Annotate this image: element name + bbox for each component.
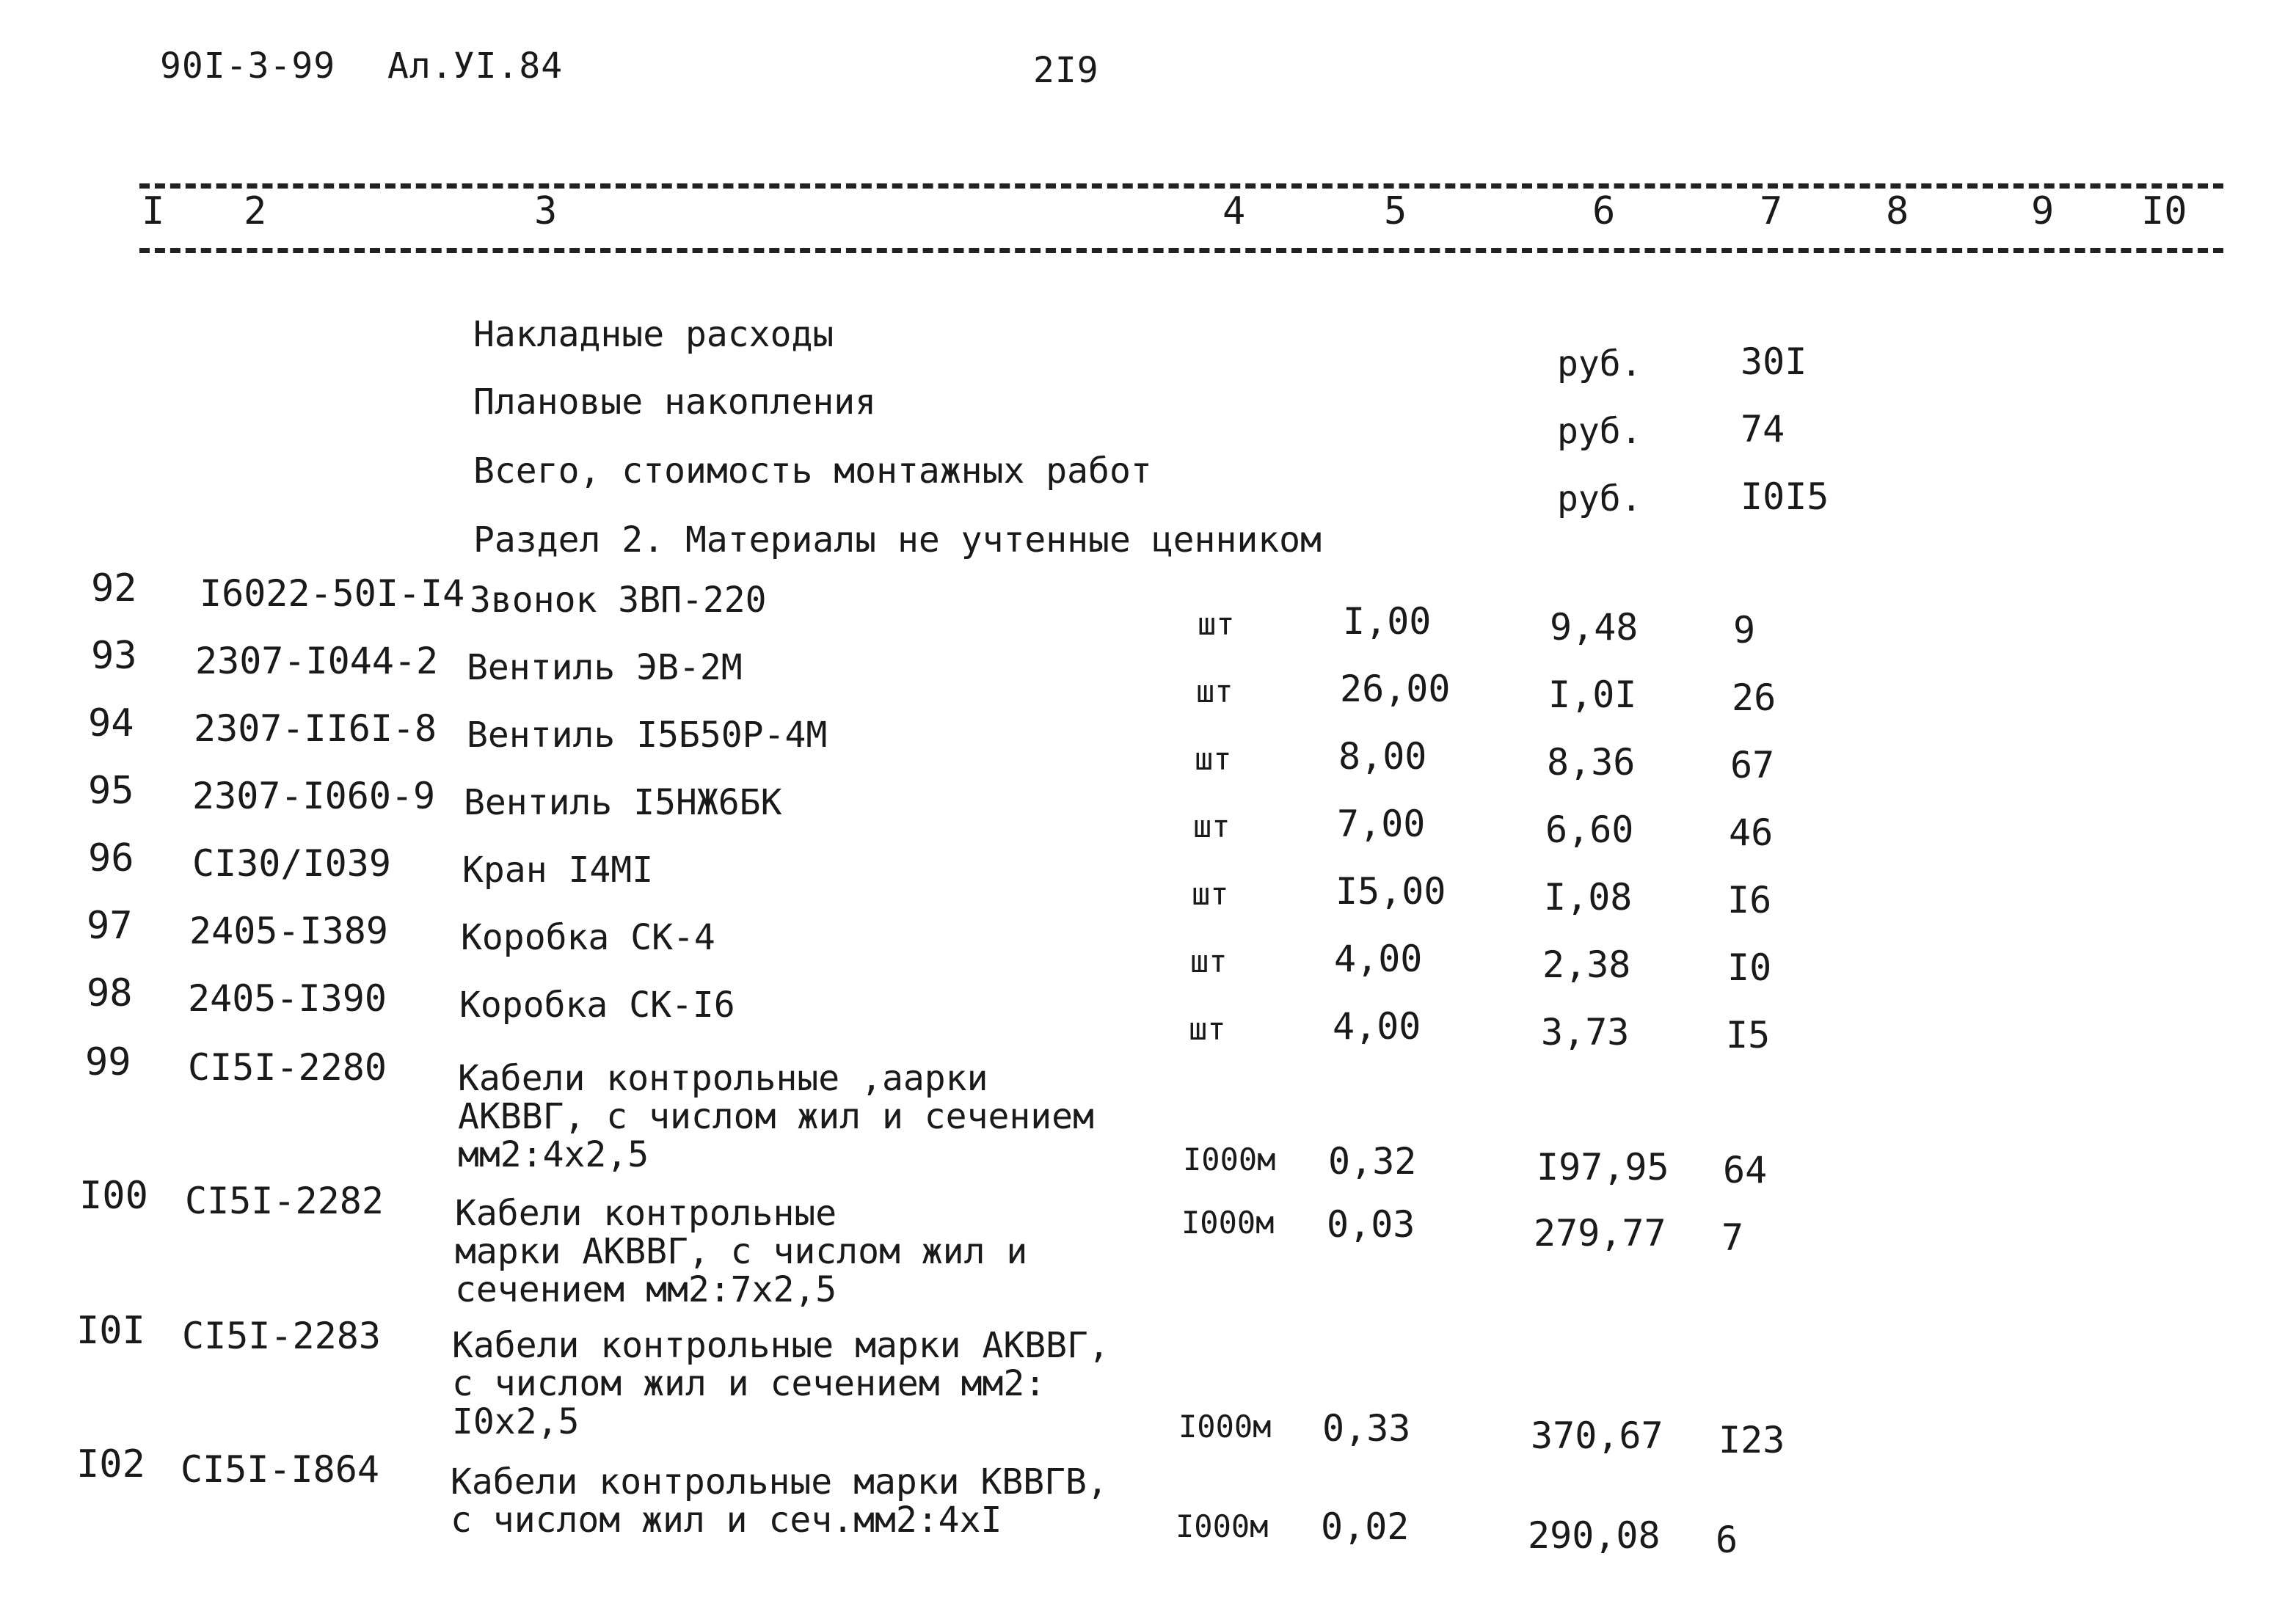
row-unit: I000м bbox=[1176, 1508, 1269, 1544]
row-quantity: 0,02 bbox=[1321, 1505, 1410, 1548]
row-description: Коробка СК-I6 bbox=[459, 985, 735, 1026]
section-title: Раздел 2. Материалы не учтенные ценником bbox=[473, 519, 1322, 560]
row-description: Вентиль I5НЖ6БК bbox=[464, 782, 782, 823]
row-total: I5 bbox=[1726, 1014, 1771, 1056]
column-number-8: 8 bbox=[1886, 189, 1909, 233]
row-description: Вентиль ЭВ-2М bbox=[467, 647, 743, 688]
row-description: Кабели контрольные марки АКВВГ, с числом жил и сечением мм2:7х2,5 bbox=[455, 1193, 1028, 1310]
row-code: СI5I-2280 bbox=[188, 1046, 387, 1089]
row-number: I00 bbox=[79, 1174, 148, 1218]
table-header-rule bbox=[139, 248, 2223, 253]
row-number: 98 bbox=[87, 971, 133, 1015]
row-total: 9 bbox=[1733, 609, 1756, 651]
row-unit: шт bbox=[1195, 741, 1232, 777]
row-unit: I000м bbox=[1181, 1205, 1275, 1241]
row-unit-price: I,08 bbox=[1544, 876, 1633, 919]
row-code: 2405-I389 bbox=[189, 910, 388, 952]
row-unit: I000м bbox=[1178, 1409, 1272, 1445]
row-total: 7 bbox=[1721, 1216, 1744, 1259]
row-unit-price: 370,67 bbox=[1531, 1414, 1663, 1457]
row-total: 67 bbox=[1730, 744, 1775, 786]
column-number-3: 3 bbox=[534, 189, 558, 233]
total-installation-label: Всего, стоимость монтажных работ bbox=[473, 450, 1152, 492]
row-number: 95 bbox=[88, 769, 134, 813]
row-quantity: I,00 bbox=[1343, 600, 1432, 643]
column-number-6: 6 bbox=[1592, 189, 1616, 233]
row-unit: шт bbox=[1192, 876, 1229, 912]
row-unit-price: 290,08 bbox=[1528, 1514, 1661, 1557]
row-quantity: 7,00 bbox=[1337, 803, 1426, 845]
row-quantity: 0,33 bbox=[1322, 1407, 1411, 1450]
row-unit: шт bbox=[1198, 606, 1235, 642]
row-number: 99 bbox=[85, 1040, 131, 1084]
row-quantity: I5,00 bbox=[1335, 870, 1446, 913]
row-unit-price: I,0I bbox=[1548, 673, 1637, 716]
row-quantity: 0,03 bbox=[1327, 1203, 1415, 1246]
row-code: 2307-II6I-8 bbox=[194, 707, 437, 750]
row-unit-price: 9,48 bbox=[1550, 606, 1639, 649]
row-description: Кран I4МI bbox=[462, 850, 654, 891]
row-code: СI5I-2283 bbox=[182, 1315, 381, 1357]
row-quantity: 0,32 bbox=[1328, 1140, 1417, 1183]
row-number: I02 bbox=[76, 1442, 145, 1486]
total-installation-unit: руб. bbox=[1557, 478, 1642, 519]
row-description: Кабели контрольные ,аарки АКВВГ, с числом жил и сечением мм2:4х2,5 bbox=[458, 1058, 1094, 1175]
row-unit: I000м bbox=[1183, 1142, 1276, 1177]
row-total: I23 bbox=[1719, 1419, 1785, 1461]
row-code: СI5I-2282 bbox=[185, 1180, 384, 1222]
row-total: 26 bbox=[1732, 676, 1776, 719]
column-number-10: I0 bbox=[2141, 189, 2187, 233]
row-unit-price: 8,36 bbox=[1547, 741, 1636, 784]
row-unit: шт bbox=[1196, 673, 1233, 709]
row-number: I0I bbox=[76, 1309, 145, 1353]
row-code: СI30/I039 bbox=[192, 842, 391, 885]
row-code: 2307-I044-2 bbox=[195, 640, 439, 682]
row-unit: шт bbox=[1189, 1011, 1226, 1047]
row-number: 93 bbox=[91, 634, 137, 678]
row-total: 64 bbox=[1723, 1149, 1768, 1191]
row-description: Звонок ЗВП-220 bbox=[470, 580, 767, 621]
row-number: 97 bbox=[87, 904, 133, 948]
row-unit: шт bbox=[1190, 943, 1228, 979]
row-number: 92 bbox=[91, 566, 137, 610]
column-number-4: 4 bbox=[1222, 189, 1246, 233]
row-unit: шт bbox=[1193, 808, 1231, 844]
row-code: I6022-50I-I4 bbox=[200, 572, 465, 615]
column-number-9: 9 bbox=[2031, 189, 2055, 233]
row-code: СI5I-I864 bbox=[181, 1448, 379, 1491]
row-quantity: 26,00 bbox=[1340, 668, 1451, 710]
row-unit-price: I97,95 bbox=[1537, 1146, 1669, 1188]
row-number: 94 bbox=[88, 701, 134, 745]
column-number-5: 5 bbox=[1384, 189, 1407, 233]
row-total: I6 bbox=[1727, 879, 1772, 921]
row-unit-price: 3,73 bbox=[1541, 1011, 1630, 1054]
row-total: 6 bbox=[1716, 1519, 1738, 1561]
row-unit-price: 279,77 bbox=[1534, 1212, 1666, 1255]
row-unit-price: 2,38 bbox=[1542, 943, 1631, 986]
column-number-1: I bbox=[142, 189, 165, 233]
row-description: Кабели контрольные марки АКВВГ, с числом жил и сечением мм2: I0х2,5 bbox=[452, 1325, 1109, 1442]
planned-savings-unit: руб. bbox=[1557, 411, 1642, 452]
album-number: Ал.УI.84 bbox=[387, 45, 564, 87]
row-code: 2405-I390 bbox=[188, 977, 387, 1020]
total-installation-value: I0I5 bbox=[1741, 475, 1829, 518]
column-number-7: 7 bbox=[1760, 189, 1783, 233]
row-quantity: 8,00 bbox=[1338, 735, 1427, 778]
overhead-costs-value: 30I bbox=[1741, 340, 1807, 383]
column-number-2: 2 bbox=[244, 189, 267, 233]
row-description: Кабели контрольные марки КВВГВ, с числом жил и сеч.мм2:4хI bbox=[451, 1461, 1108, 1541]
row-description: Коробка СК-4 bbox=[461, 917, 715, 958]
planned-savings-value: 74 bbox=[1741, 408, 1785, 450]
row-description: Вентиль I5Б50Р-4М bbox=[467, 715, 828, 756]
overhead-costs-unit: руб. bbox=[1557, 343, 1642, 384]
row-quantity: 4,00 bbox=[1334, 938, 1423, 980]
row-code: 2307-I060-9 bbox=[192, 775, 436, 817]
table-top-rule bbox=[139, 183, 2223, 189]
row-quantity: 4,00 bbox=[1333, 1005, 1421, 1048]
planned-savings-label: Плановые накопления bbox=[473, 381, 877, 423]
row-total: 46 bbox=[1729, 811, 1774, 854]
page-number: 2I9 bbox=[1033, 50, 1099, 91]
row-number: 96 bbox=[88, 836, 134, 880]
document-code: 90I-3-99 bbox=[160, 45, 336, 87]
row-total: I0 bbox=[1727, 946, 1772, 989]
row-unit-price: 6,60 bbox=[1545, 808, 1634, 851]
overhead-costs-label: Накладные расходы bbox=[473, 314, 834, 355]
